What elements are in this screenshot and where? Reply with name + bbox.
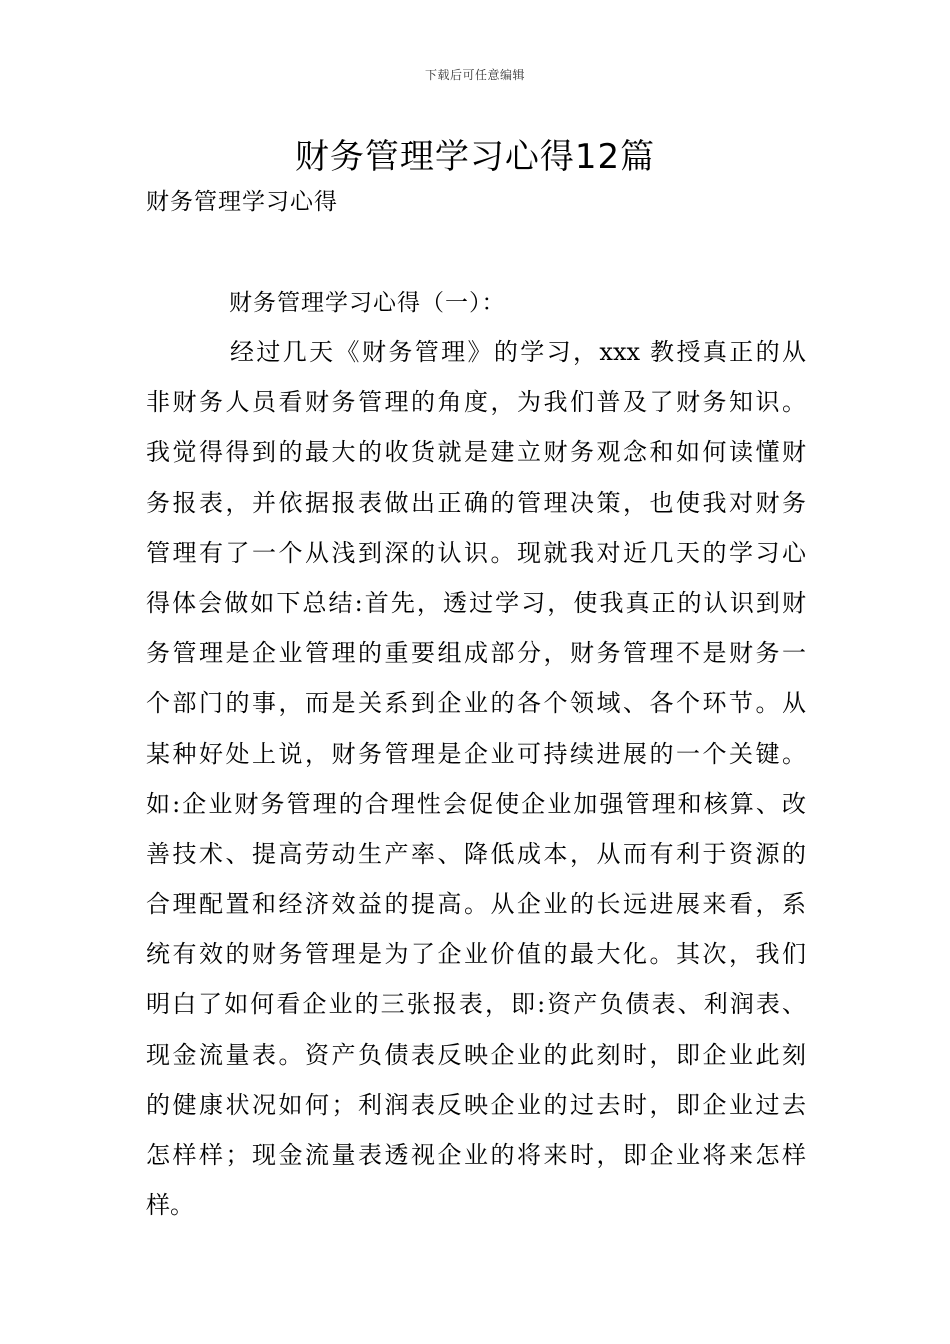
body-line: 管理有了一个从浅到深的认识。现就我对近几天的学习心 (146, 538, 806, 567)
body-line: 怎样样；现金流量表透视企业的将来时，即企业将来怎样 (146, 1141, 806, 1169)
body-line: 明白了如何看企业的三张报表，即:资产负债表、利润表、 (146, 990, 806, 1019)
body-line: 合理配置和经济效益的提高。从企业的长远进展来看，系 (146, 890, 806, 919)
document-subtitle: 财务管理学习心得 (146, 189, 338, 215)
body-line: 现金流量表。资产负债表反映企业的此刻时，即企业此刻 (146, 1040, 806, 1069)
body-line: 务管理是企业管理的重要组成部分，财务管理不是财务一 (146, 639, 806, 668)
header-note: 下载后可任意编辑 (424, 68, 525, 82)
body-line: 经过几天《财务管理》的学习，xxx 教授真正的从 (230, 338, 806, 366)
body-line: 得体会做如下总结:首先，透过学习，使我真正的认识到财 (146, 588, 806, 617)
body-line: 善技术、提高劳动生产率、降低成本，从而有利于资源的 (146, 839, 806, 868)
document-title: 财务管理学习心得12篇 (294, 137, 656, 177)
body-line: 的健康状况如何；利润表反映企业的过去时，即企业过去 (146, 1090, 806, 1119)
body-line: 样。 (146, 1191, 194, 1220)
section-heading: 财务管理学习心得（一）： (229, 290, 506, 316)
body-line: 务报表，并依据报表做出正确的管理决策，也使我对财务 (146, 488, 806, 517)
body-text (146, 327, 806, 1230)
body-line: 我觉得得到的最大的收货就是建立财务观念和如何读懂财 (146, 438, 806, 467)
body-line: 非财务人员看财务管理的角度，为我们普及了财务知识。 (146, 388, 806, 417)
body-line: 统有效的财务管理是为了企业价值的最大化。其次，我们 (146, 940, 806, 969)
body-line: 某种好处上说，财务管理是企业可持续进展的一个关键。 (146, 739, 806, 768)
body-line: 如:企业财务管理的合理性会促使企业加强管理和核算、改 (146, 789, 806, 818)
body-line: 个部门的事，而是关系到企业的各个领域、各个环节。从 (146, 689, 806, 718)
